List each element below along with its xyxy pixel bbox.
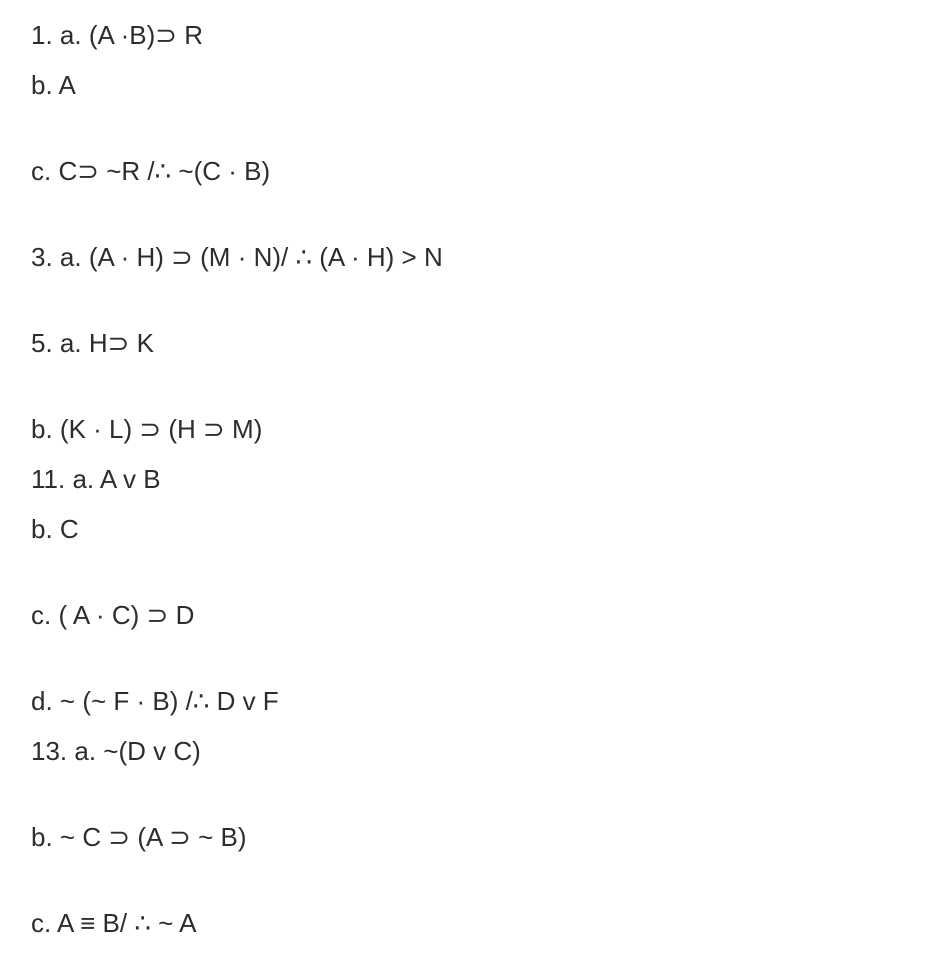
problem-11c: c. ( A · C) ⊃ D xyxy=(31,600,195,630)
problem-3a: 3. a. (A · H) ⊃ (M · N)/ ∴ (A · H) > N xyxy=(31,242,443,272)
problem-11a: 11. a. A v B xyxy=(31,464,161,494)
problem-5b: b. (K · L) ⊃ (H ⊃ M) xyxy=(31,414,263,444)
problem-1a: 1. a. (A ·B)⊃ R xyxy=(31,20,204,50)
problem-5a: 5. a. H⊃ K xyxy=(31,328,154,358)
problem-13b: b. ~ C ⊃ (A ⊃ ~ B) xyxy=(31,822,247,852)
document-body xyxy=(31,0,911,960)
problem-11b: b. C xyxy=(31,514,79,544)
problem-1c: c. C⊃ ~R /∴ ~(C · B) xyxy=(31,156,271,186)
problem-13a: 13. a. ~(D v C) xyxy=(31,736,201,766)
problem-11d: d. ~ (~ F · B) /∴ D v F xyxy=(31,686,279,716)
problem-13c: c. A ≡ B/ ∴ ~ A xyxy=(31,908,197,938)
problem-1b: b. A xyxy=(31,70,76,100)
